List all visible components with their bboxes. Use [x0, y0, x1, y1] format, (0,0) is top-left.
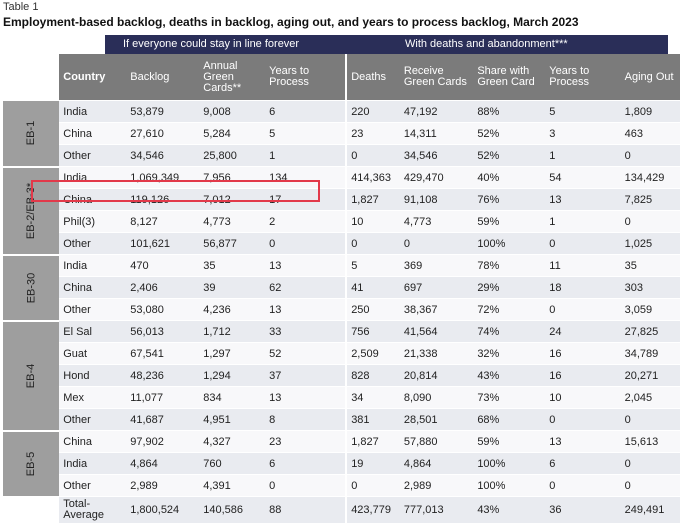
table-cell: 0 [265, 233, 346, 255]
table-cell: 17 [265, 189, 346, 211]
table-cell: 27,610 [126, 123, 199, 145]
table-cell: 56,013 [126, 321, 199, 343]
table-cell: 97,902 [126, 431, 199, 453]
table-cell: Other [59, 299, 126, 321]
table-row [3, 277, 680, 299]
table-cell: 34 [346, 387, 400, 409]
table-cell: 52 [265, 343, 346, 365]
table-cell: 8 [265, 409, 346, 431]
table-cell: 78% [473, 255, 545, 277]
table-cell: 14,311 [400, 123, 473, 145]
table-cell: 41,687 [126, 409, 199, 431]
table-cell: 19 [346, 453, 400, 475]
table-cell: 5,284 [199, 123, 265, 145]
table-cell: 57,880 [400, 431, 473, 453]
table-cell: 6 [265, 453, 346, 475]
group-label-text: EB-2/EB-3* [25, 182, 38, 239]
table-cell: 72% [473, 299, 545, 321]
table-cell: Guat [59, 343, 126, 365]
table-cell: 13 [265, 255, 346, 277]
col-backlog: Backlog [126, 54, 199, 101]
table-cell: 91,108 [400, 189, 473, 211]
table-cell: 34,789 [621, 343, 680, 365]
header-row [3, 54, 680, 101]
table-cell: 8,090 [400, 387, 473, 409]
table-cell: 35 [621, 255, 680, 277]
table-cell: 7,012 [199, 189, 265, 211]
table-cell: 414,363 [346, 167, 400, 189]
table-cell: 2,045 [621, 387, 680, 409]
table-cell: 20,814 [400, 365, 473, 387]
table-cell: 101,621 [126, 233, 199, 255]
table-cell: 470 [126, 255, 199, 277]
table-cell: 0 [346, 145, 400, 167]
table-cell: 11 [545, 255, 620, 277]
table-cell: 7,825 [621, 189, 680, 211]
table-cell: 4,951 [199, 409, 265, 431]
table-cell: 54 [545, 167, 620, 189]
table-cell: 834 [199, 387, 265, 409]
table-cell: 1,294 [199, 365, 265, 387]
table-cell: Mex [59, 387, 126, 409]
table-cell: 0 [545, 475, 620, 497]
backlog-table [3, 54, 680, 524]
col-receive-green-cards: Receive Green Cards [400, 54, 473, 101]
table-cell: 0 [545, 299, 620, 321]
group-label-text: EB-4 [25, 363, 38, 388]
table-cell: 2 [265, 211, 346, 233]
table-cell: 27,825 [621, 321, 680, 343]
table-cell: 39 [199, 277, 265, 299]
group-label-text: EB-5 [25, 451, 38, 476]
table-cell: 119,126 [126, 189, 199, 211]
table-cell: 13 [545, 189, 620, 211]
table-cell: 20,271 [621, 365, 680, 387]
table-cell: 68% [473, 409, 545, 431]
table-cell: Other [59, 475, 126, 497]
table-row [3, 343, 680, 365]
table-cell: China [59, 431, 126, 453]
table-cell: 59% [473, 431, 545, 453]
table-cell: 10 [545, 387, 620, 409]
table-cell: 32% [473, 343, 545, 365]
total-cell: 249,491 [621, 497, 680, 524]
table-cell: 0 [621, 453, 680, 475]
table-cell: China [59, 277, 126, 299]
table-cell: 0 [621, 475, 680, 497]
total-cell: 140,586 [199, 497, 265, 524]
table-cell: 4,864 [126, 453, 199, 475]
col-years-to-process-2: Years to Process [545, 54, 620, 101]
table-cell: 24 [545, 321, 620, 343]
table-cell: 5 [545, 101, 620, 123]
table-cell: 67,541 [126, 343, 199, 365]
table-cell: 2,989 [126, 475, 199, 497]
table-cell: Other [59, 145, 126, 167]
table-row [3, 365, 680, 387]
table-cell: 0 [400, 233, 473, 255]
table-cell: 23 [346, 123, 400, 145]
table-cell: 4,773 [199, 211, 265, 233]
table-cell: 134 [265, 167, 346, 189]
table-cell: 760 [199, 453, 265, 475]
table-cell: 369 [400, 255, 473, 277]
table-label: Table 1 [3, 1, 39, 13]
table-cell: 53,879 [126, 101, 199, 123]
col-deaths: Deaths [346, 54, 400, 101]
table-cell: 4,327 [199, 431, 265, 453]
table-row [3, 167, 680, 189]
table-cell: Other [59, 233, 126, 255]
table-cell: 38,367 [400, 299, 473, 321]
table-cell: 0 [621, 409, 680, 431]
table-title: Employment-based backlog, deaths in backlog, aging out, and years to process backlog, March 2023 [3, 15, 579, 29]
table-cell: 9,008 [199, 101, 265, 123]
table-cell: 5 [265, 123, 346, 145]
group-label [3, 321, 59, 431]
table-cell: 250 [346, 299, 400, 321]
table-cell: 1,025 [621, 233, 680, 255]
table-cell: 0 [346, 475, 400, 497]
total-spacer [3, 497, 59, 524]
table-cell: 1,069,349 [126, 167, 199, 189]
group-label-text: EB-30 [25, 272, 38, 303]
table-cell: 88% [473, 101, 545, 123]
table-cell: 1 [545, 145, 620, 167]
table-cell: 3 [545, 123, 620, 145]
col-years-to-process: Years to Process [265, 54, 346, 101]
table-row [3, 453, 680, 475]
table-cell: 1,827 [346, 189, 400, 211]
group-label [3, 255, 59, 321]
table-cell: 37 [265, 365, 346, 387]
table-cell: India [59, 101, 126, 123]
table-cell: 429,470 [400, 167, 473, 189]
col-aging-out: Aging Out [621, 54, 680, 101]
table-cell: India [59, 167, 126, 189]
table-cell: 1,827 [346, 431, 400, 453]
table-cell: 48,236 [126, 365, 199, 387]
table-cell: 1,809 [621, 101, 680, 123]
table-cell: 56,877 [199, 233, 265, 255]
table-cell: 134,429 [621, 167, 680, 189]
table-cell: 11,077 [126, 387, 199, 409]
banner-forever: If everyone could stay in line forever [123, 38, 300, 50]
table-cell: 0 [545, 233, 620, 255]
table-cell: Phil(3) [59, 211, 126, 233]
table-cell: 21,338 [400, 343, 473, 365]
table-cell: 303 [621, 277, 680, 299]
table-cell: 62 [265, 277, 346, 299]
table-cell: India [59, 453, 126, 475]
table-cell: 5 [346, 255, 400, 277]
table-cell: 697 [400, 277, 473, 299]
table-cell: 4,773 [400, 211, 473, 233]
table-row [3, 101, 680, 123]
total-cell: 423,779 [346, 497, 400, 524]
table-cell: 10 [346, 211, 400, 233]
group-label [3, 101, 59, 167]
table-cell: 4,391 [199, 475, 265, 497]
table-cell: 463 [621, 123, 680, 145]
col-annual-green-cards: Annual Green Cards** [199, 54, 265, 101]
col-country: Country [59, 54, 126, 101]
table-body [3, 101, 680, 524]
table-cell: 1 [545, 211, 620, 233]
table-cell: 6 [265, 101, 346, 123]
table-row [3, 145, 680, 167]
total-cell: 777,013 [400, 497, 473, 524]
table-cell: 47,192 [400, 101, 473, 123]
col-share-with-green-card: Share with Green Card [473, 54, 545, 101]
table-cell: 0 [621, 211, 680, 233]
table-cell: 1,712 [199, 321, 265, 343]
table-cell: 0 [346, 233, 400, 255]
table-cell: 52% [473, 145, 545, 167]
table-cell: 53,080 [126, 299, 199, 321]
total-cell: 88 [265, 497, 346, 524]
table-cell: 381 [346, 409, 400, 431]
table-cell: 828 [346, 365, 400, 387]
table-cell: 0 [265, 475, 346, 497]
table-cell: 25,800 [199, 145, 265, 167]
table-cell: 13 [265, 299, 346, 321]
table-cell: 2,406 [126, 277, 199, 299]
table-cell: 4,864 [400, 453, 473, 475]
table-cell: China [59, 123, 126, 145]
total-cell: 36 [545, 497, 620, 524]
table-cell: 2,509 [346, 343, 400, 365]
banner-deaths: With deaths and abandonment*** [405, 38, 568, 50]
table-cell: 28,501 [400, 409, 473, 431]
group-label [3, 167, 59, 255]
table-cell: 18 [545, 277, 620, 299]
table-cell: 59% [473, 211, 545, 233]
table-row [3, 189, 680, 211]
table-row [3, 321, 680, 343]
table-cell: 100% [473, 453, 545, 475]
table-cell: 1 [265, 145, 346, 167]
total-cell: 43% [473, 497, 545, 524]
table-cell: 0 [545, 409, 620, 431]
table-cell: 13 [265, 387, 346, 409]
table-row [3, 255, 680, 277]
table-cell: India [59, 255, 126, 277]
table-row [3, 123, 680, 145]
total-cell: 1,800,524 [126, 497, 199, 524]
table-cell: 6 [545, 453, 620, 475]
table-cell: 52% [473, 123, 545, 145]
table-cell: 15,613 [621, 431, 680, 453]
table-row [3, 409, 680, 431]
table-cell: 220 [346, 101, 400, 123]
table-cell: 34,546 [400, 145, 473, 167]
table-cell: 4,236 [199, 299, 265, 321]
table-cell: 13 [545, 431, 620, 453]
table-row [3, 299, 680, 321]
table-cell: China [59, 189, 126, 211]
table-cell: 34,546 [126, 145, 199, 167]
table-cell: 29% [473, 277, 545, 299]
table-cell: 0 [621, 145, 680, 167]
table-cell: 74% [473, 321, 545, 343]
table-cell: 16 [545, 343, 620, 365]
table-cell: 73% [473, 387, 545, 409]
table-cell: 23 [265, 431, 346, 453]
table-cell: 8,127 [126, 211, 199, 233]
table-cell: 35 [199, 255, 265, 277]
header-corner [3, 54, 59, 101]
table-cell: 7,956 [199, 167, 265, 189]
table-cell: 43% [473, 365, 545, 387]
table-row [3, 475, 680, 497]
table-cell: 41,564 [400, 321, 473, 343]
table-cell: 40% [473, 167, 545, 189]
table-row [3, 233, 680, 255]
table-cell: 756 [346, 321, 400, 343]
table-cell: 100% [473, 233, 545, 255]
table-row [3, 431, 680, 453]
table-cell: 33 [265, 321, 346, 343]
table-cell: 1,297 [199, 343, 265, 365]
group-label [3, 431, 59, 497]
header-banner [105, 35, 668, 54]
table-row [3, 211, 680, 233]
table-cell: 3,059 [621, 299, 680, 321]
table-cell: 76% [473, 189, 545, 211]
table-cell: El Sal [59, 321, 126, 343]
table-cell: 100% [473, 475, 545, 497]
table-row [3, 387, 680, 409]
total-row [3, 497, 680, 524]
table-cell: Hond [59, 365, 126, 387]
table-cell: 41 [346, 277, 400, 299]
group-label-text: EB-1 [25, 121, 38, 146]
total-label: Total-Average [59, 497, 126, 524]
table-cell: Other [59, 409, 126, 431]
table-cell: 16 [545, 365, 620, 387]
table-cell: 2,989 [400, 475, 473, 497]
